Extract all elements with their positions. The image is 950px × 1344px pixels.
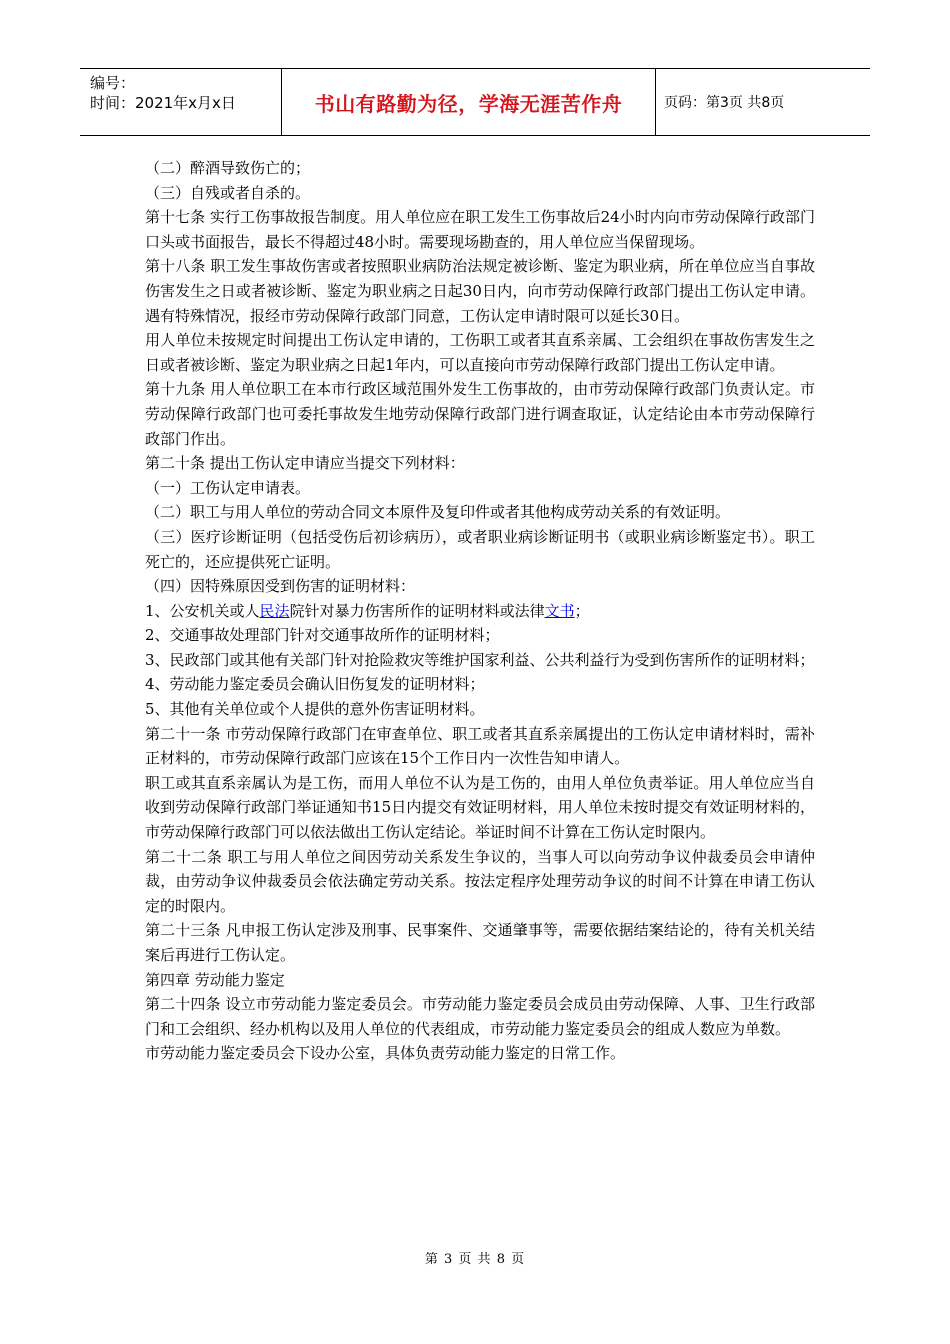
- chapter-heading: 第四章 劳动能力鉴定: [145, 970, 285, 989]
- civil-law-link[interactable]: 民法: [259, 601, 290, 620]
- legal-document-link[interactable]: 文书: [544, 601, 575, 620]
- paragraph: 用人单位未按规定时间提出工伤认定申请的，工伤职工或者其直系亲属、工会组织在事故伤害发生之日或者被诊断、鉴定为职业病之日起1年内，可以直接向市劳动保障行政部门提出工伤认定申请。: [145, 331, 815, 374]
- document-date: 时间：2021年x月x日: [90, 94, 236, 112]
- page-footer: 第 3 页 共 8 页: [424, 1252, 526, 1267]
- paragraph: （二）醉酒导致伤亡的；: [145, 159, 311, 177]
- paragraph: 市劳动能力鉴定委员会下设办公室，具体负责劳动能力鉴定的日常工作。: [145, 1044, 626, 1063]
- link-paragraph-pre: 1、公安机关或人: [145, 601, 260, 620]
- paragraph: 第十八条 职工发生事故伤害或者按照职业病防治法规定被诊断、鉴定为职业病，所在单位应当自事故伤害发生之日或者被诊断、鉴定为职业病之日起30日内，向市劳动保障行政部门提出工伤认定申请。遇有特殊情况，报经市劳动保障行政部门同意，工伤认定申请时限可以延长30日。: [145, 257, 815, 325]
- paragraph: （三）医疗诊断证明（包括受伤后初诊病历），或者职业病诊断证明书（或职业病诊断鉴定书）。职工死亡的，还应提供死亡证明。: [145, 527, 815, 571]
- paragraph: 第二十二条 职工与用人单位之间因劳动关系发生争议的，当事人可以向劳动争议仲裁委员会申请仲裁，由劳动争议仲裁委员会依法确定劳动关系。按法定程序处理劳动争议的时间不计算在申请工伤认定的时限内。: [145, 847, 815, 915]
- page-header: [80, 68, 870, 136]
- link-paragraph-mid: 院针对暴力伤害所作的证明材料或法律: [289, 601, 545, 620]
- paragraph: 第二十条 提出工伤认定申请应当提交下列材料：: [145, 454, 465, 473]
- paragraph: （三）自残或者自杀的。: [145, 183, 311, 202]
- paragraph: 第二十三条 凡申报工伤认定涉及刑事、民事案件、交通肇事等，需要依据结案结论的，待有关机关结案后再进行工伤认定。: [145, 921, 815, 964]
- paragraph: （一）工伤认定申请表。: [145, 478, 311, 497]
- paragraph: 2、交通事故处理部门针对交通事故所作的证明材料；: [145, 626, 500, 645]
- header-meta-cell: [80, 69, 282, 135]
- header-motto: 书山有路勤为径，学海无涯苦作舟: [282, 69, 656, 135]
- paragraph: 5、其他有关单位或个人提供的意外伤害证明材料。: [145, 700, 485, 719]
- header-page-info: 页码：第3页 共8页: [664, 95, 785, 111]
- link-paragraph-post: ；: [574, 601, 590, 620]
- document-number-label: 编号：: [90, 74, 136, 92]
- document-body: [145, 156, 815, 1066]
- paragraph: 职工或其直系亲属认为是工伤，而用人单位不认为是工伤的，由用人单位负责举证。用人单位应当自收到劳动保障行政部门举证通知书15日内提交有效证明材料，用人单位未按时提交有效证明材料的，市劳动保障行政部门可以依法做出工伤认定结论。举证时间不计算在工伤认定时限内。: [145, 773, 815, 842]
- paragraph: 3、民政部门或其他有关部门针对抢险救灾等维护国家利益、公共利益行为受到伤害所作的证明材料；: [145, 650, 815, 669]
- paragraph: 第二十一条 市劳动保障行政部门在审查单位、职工或者其直系亲属提出的工伤认定申请材料时，需补正材料的，市劳动保障行政部门应该在15个工作日内一次性告知申请人。: [145, 724, 815, 768]
- paragraph: （二）职工与用人单位的劳动合同文本原件及复印件或者其他构成劳动关系的有效证明。: [145, 503, 731, 522]
- paragraph: 4、劳动能力鉴定委员会确认旧伤复发的证明材料；: [145, 675, 485, 694]
- paragraph: 第十七条 实行工伤事故报告制度。用人单位应在职工发生工伤事故后24小时内向市劳动保障行政部门口头或书面报告，最长不得超过48小时。需要现场勘查的，用人单位应当保留现场。: [145, 208, 815, 251]
- paragraph-with-links: [145, 599, 815, 624]
- paragraph: 第十九条 用人单位职工在本市行政区域范围外发生工伤事故的，由市劳动保障行政部门负责认定。市劳动保障行政部门也可委托事故发生地劳动保障行政部门进行调查取证，认定结论由本市劳动保障行政部门作出。: [145, 380, 815, 448]
- paragraph: （四）因特殊原因受到伤害的证明材料：: [145, 577, 416, 596]
- paragraph: 第二十四条 设立市劳动能力鉴定委员会。市劳动能力鉴定委员会成员由劳动保障、人事、卫生行政部门和工会组织、经办机构以及用人单位的代表组成，市劳动能力鉴定委员会的组成人数应为单数。: [145, 995, 815, 1038]
